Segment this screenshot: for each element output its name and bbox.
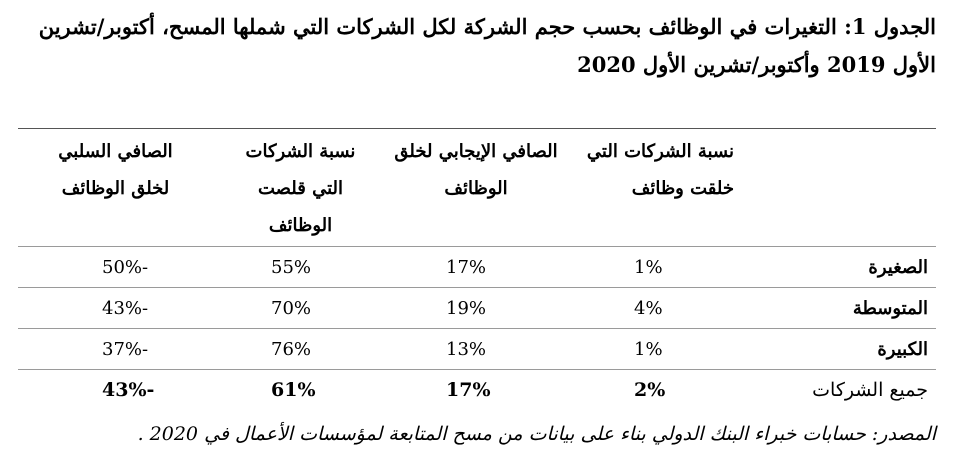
cell-all-share-creating: 2% [634, 378, 666, 401]
table-row [18, 329, 936, 370]
cell-medium-net-positive: 19% [446, 297, 487, 319]
row-label-large: الكبيرة [877, 338, 928, 360]
header-net-positive [388, 129, 564, 246]
table-row [18, 247, 936, 288]
cell-large-share-reducing: 76% [271, 338, 312, 360]
cell-small-net-negative: 50%- [102, 256, 149, 278]
cell-medium-share-reducing: 70% [271, 297, 312, 319]
header-share-creating-jobs [564, 129, 734, 246]
row-label-all-firms: جميع الشركات [812, 378, 928, 401]
table-total-row [18, 370, 936, 409]
header-share-reducing-jobs-text: نسبة الشركات التي قلصت الوظائف [245, 141, 356, 236]
header-net-positive-text: الصافي الإيجابي لخلق الوظائف [394, 141, 558, 199]
cell-large-net-positive: 13% [446, 338, 487, 360]
row-label-small: الصغيرة [868, 256, 928, 278]
jobs-change-table [18, 128, 936, 409]
header-size-label [734, 129, 936, 246]
table-row [18, 288, 936, 329]
cell-medium-share-creating: 4% [634, 297, 663, 319]
cell-medium-net-negative: 43%- [102, 297, 149, 319]
cell-small-net-positive: 17% [446, 256, 487, 278]
cell-all-net-negative: 43%- [102, 378, 155, 401]
header-net-negative [18, 129, 213, 246]
cell-large-net-negative: 37%- [102, 338, 149, 360]
row-label-medium: المتوسطة [852, 297, 928, 319]
source-note: المصدر: حسابات خبراء البنك الدولي بناء على بيانات من مسح المتابعة لمؤسسات الأعمال في 2020 . [137, 423, 936, 445]
cell-small-share-reducing: 55% [271, 256, 312, 278]
cell-all-net-positive: 17% [446, 378, 491, 401]
cell-large-share-creating: 1% [634, 338, 663, 360]
header-net-negative-text: الصافي السلبي لخلق الوظائف [58, 141, 173, 199]
header-share-creating-jobs-text: نسبة الشركات التي خلقت وظائف [586, 141, 734, 199]
cell-small-share-creating: 1% [634, 256, 663, 278]
table-title: الجدول 1: التغيرات في الوظائف بحسب حجم الشركة لكل الشركات التي شملها المسح، أكتوبر/تشرين الأول 2019 وأكتوبر/تشرين الأول 2020 [38, 14, 936, 77]
table-header-row [18, 129, 936, 247]
cell-all-share-reducing: 61% [271, 378, 316, 401]
header-share-reducing-jobs [213, 129, 388, 246]
